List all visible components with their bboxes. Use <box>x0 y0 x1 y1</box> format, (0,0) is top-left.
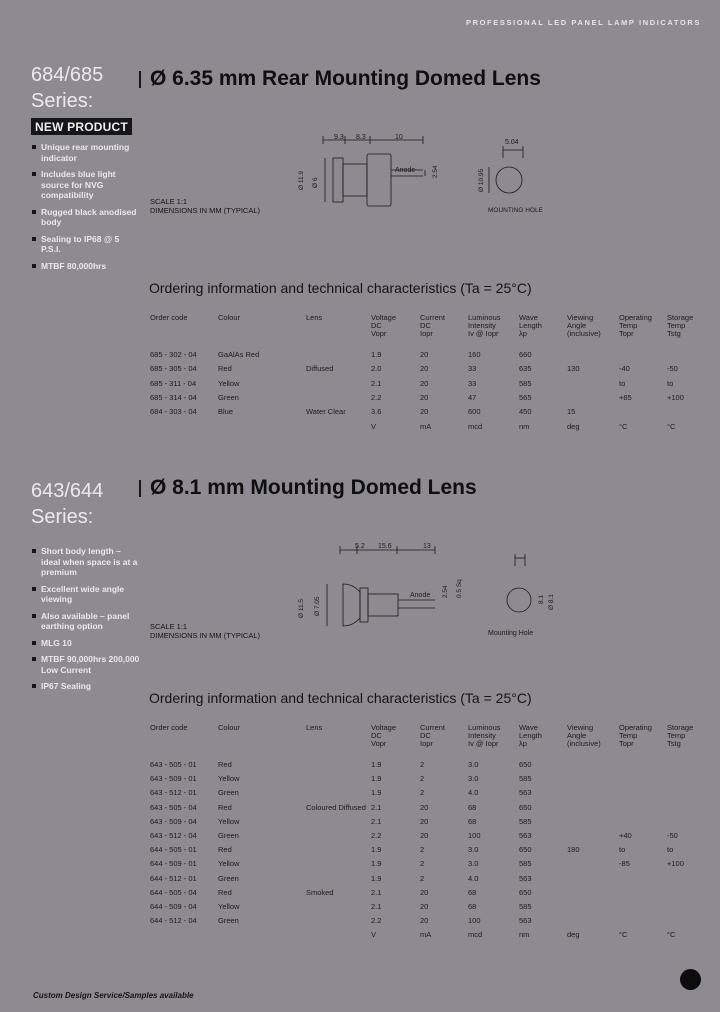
table-cell: 1.9 <box>371 774 382 784</box>
column-header-line: Topr <box>619 739 634 748</box>
feature-item: Rugged black anodised body <box>31 207 141 228</box>
table-cell: 685 - 302 - 04 <box>150 350 197 359</box>
table-cell: Yellow <box>218 816 240 826</box>
dim-label: Ø 7.05 <box>314 596 321 616</box>
dimensions-line: DIMENSIONS IN MM (TYPICAL) <box>150 206 261 215</box>
feature-item: Sealing to IP68 @ 5 P.S.I. <box>31 234 141 255</box>
table-cell: +100 <box>667 392 684 402</box>
table-cell: Red <box>218 887 232 897</box>
table-cell: 650 <box>519 760 532 769</box>
table-cell: -85 <box>619 859 630 869</box>
table-cell: 160 <box>468 350 481 359</box>
table-cell: 650 <box>519 887 532 897</box>
column-header-line: Operating <box>619 313 652 322</box>
table-cell: Red <box>218 845 232 855</box>
table-cell: Green <box>218 873 239 883</box>
dim-label: 8.3 <box>356 134 366 141</box>
table-cell: 3.0 <box>468 845 479 855</box>
table-cell: 15 <box>567 407 576 417</box>
table-cell: 660 <box>519 350 532 359</box>
column-header-line: Operating <box>619 723 652 732</box>
table-cell: -50 <box>667 364 678 374</box>
table-cell: 33 <box>468 364 477 374</box>
table-cell: 20 <box>420 802 429 812</box>
column-header <box>667 314 693 338</box>
table-cell: 684 - 303 - 04 <box>150 407 197 417</box>
table-cell: 20 <box>420 816 429 826</box>
table-cell: +85 <box>619 392 632 402</box>
dim-label: 2.54 <box>432 165 439 178</box>
section1-heading: Ø 6.35 mm Rear Mounting Domed Lens <box>150 67 541 90</box>
table-cell: 3.6 <box>371 407 382 417</box>
table-cell: 685 - 311 - 04 <box>150 378 197 388</box>
table-cell: to <box>667 378 674 388</box>
table-cell: 68 <box>468 902 477 911</box>
table-cell: Red <box>218 760 232 769</box>
table-cell: Yellow <box>218 774 240 784</box>
table-cell: 47 <box>468 392 477 402</box>
unit-cell: deg <box>567 930 580 940</box>
table-cell: 2.0 <box>371 364 382 374</box>
table-cell: 2.2 <box>371 392 382 402</box>
table-cell: 643 - 512 - 01 <box>150 788 197 798</box>
column-header-line: Temp <box>619 731 638 740</box>
column-header-line: Wave <box>519 313 538 322</box>
dimensions-line: DIMENSIONS IN MM (TYPICAL) <box>150 631 261 640</box>
unit-cell: nm <box>519 421 530 431</box>
table-cell: 450 <box>519 407 532 417</box>
table-cell: 565 <box>519 392 532 402</box>
column-header-line: Iopr <box>420 739 433 748</box>
column-header <box>420 724 445 748</box>
series-word: Series: <box>31 506 94 528</box>
column-header-line: Wave <box>519 723 538 732</box>
table-cell: 585 <box>519 902 532 911</box>
table-cell: 68 <box>468 802 477 812</box>
unit-cell: °C <box>619 930 628 940</box>
table-cell: 644 - 512 - 04 <box>150 916 197 926</box>
column-header-line: Voltage <box>371 723 397 732</box>
column-header <box>218 314 240 322</box>
column-header-line: Topr <box>619 329 634 338</box>
column-header-line: DC <box>420 321 431 330</box>
table-cell: 20 <box>420 350 429 359</box>
dim-label: Ø 11.9 <box>298 170 305 190</box>
table-cell: 1.9 <box>371 859 382 869</box>
column-header-line: Luminous <box>468 723 501 732</box>
table-cell: 2 <box>420 760 425 769</box>
dim-label: 15.6 <box>378 543 392 550</box>
column-header <box>306 724 322 732</box>
table-cell: 635 <box>519 364 532 374</box>
column-header-line: Current <box>420 313 446 322</box>
table-cell: 563 <box>519 873 532 883</box>
column-header-line: Order code <box>150 723 188 732</box>
feature-item: IP67 Sealing <box>31 681 141 692</box>
table-cell: 2 <box>420 859 425 869</box>
table-cell: 650 <box>519 845 532 855</box>
scale-line: SCALE 1:1 <box>150 622 188 631</box>
table-cell: Coloured Diffused <box>306 802 366 812</box>
series-label-684 <box>31 62 103 114</box>
table-cell: 4.0 <box>468 873 479 883</box>
mounting-hole-label: MOUNTING HOLE <box>488 207 543 214</box>
table-cell: Yellow <box>218 859 240 869</box>
column-header-line: Iv @ Iopr <box>468 739 499 748</box>
feature-item: Also available – panel earthing option <box>31 611 141 632</box>
column-header-line: λp <box>519 329 527 338</box>
column-header-line: Viewing <box>567 313 594 322</box>
table-cell: 643 - 505 - 01 <box>150 760 197 769</box>
table-cell: -50 <box>667 831 678 840</box>
dim-label: Ø 10.95 <box>478 168 485 192</box>
column-header <box>420 314 445 338</box>
table-cell: 1.9 <box>371 873 382 883</box>
table-cell: Green <box>218 788 239 798</box>
unit-cell: °C <box>667 421 676 431</box>
table-cell: 20 <box>420 364 429 374</box>
series-number: 643/644 <box>31 480 104 502</box>
table-cell: 180 <box>567 845 580 855</box>
column-header-line: (inclusive) <box>567 739 601 748</box>
table-cell: Green <box>218 916 239 926</box>
table-cell: Blue <box>218 407 234 417</box>
column-header-line: Tstg <box>667 329 681 338</box>
table-cell: 20 <box>420 887 429 897</box>
table-cell: 3.0 <box>468 859 479 869</box>
column-header-line: λp <box>519 739 527 748</box>
dim-label: 9.3 <box>334 134 344 141</box>
feature-item: MTBF 90,000hrs 200,000 Low Current <box>31 654 141 675</box>
table-cell: Red <box>218 802 232 812</box>
unit-cell: V <box>371 930 377 940</box>
table-cell: 68 <box>468 887 477 897</box>
column-header <box>567 314 601 338</box>
table-cell: to <box>619 845 626 855</box>
column-header-line: Intensity <box>468 321 496 330</box>
anode-label: Anode <box>410 592 431 599</box>
column-header-line: Viewing <box>567 723 594 732</box>
table-cell: 20 <box>420 902 429 911</box>
column-header-line: Intensity <box>468 731 496 740</box>
table-cell: +100 <box>667 859 684 869</box>
column-header-line: (inclusive) <box>567 329 601 338</box>
table-cell: 563 <box>519 916 532 926</box>
table-cell: Yellow <box>218 378 240 388</box>
table-cell: 585 <box>519 859 532 869</box>
feature-item: Excellent wide angle viewing <box>31 584 141 605</box>
section2-features <box>31 546 141 698</box>
mounting-hole-label: Mounting Hole <box>488 630 534 637</box>
table-cell: 644 - 509 - 01 <box>150 859 197 869</box>
table-cell: +40 <box>619 831 632 840</box>
table-cell: 20 <box>420 916 429 926</box>
table-cell: 643 - 505 - 04 <box>150 802 197 812</box>
section2-scale-note <box>150 622 260 640</box>
heading-divider <box>139 71 141 88</box>
column-header-line: Tstg <box>667 739 681 748</box>
table-cell: 3.0 <box>468 774 479 784</box>
page-header-label: PROFESSIONAL LED PANEL LAMP INDICATORS <box>466 18 701 27</box>
unit-cell: mcd <box>468 421 483 431</box>
unit-cell: mA <box>420 930 432 940</box>
table-cell: Green <box>218 392 239 402</box>
column-header-line: Iopr <box>420 329 433 338</box>
heading-divider <box>139 480 141 497</box>
table-cell: 585 <box>519 816 532 826</box>
table-cell: 20 <box>420 831 429 840</box>
dim-label: 2.54 <box>442 585 449 598</box>
table-cell: 650 <box>519 802 532 812</box>
series-number: 684/685 <box>31 64 104 86</box>
unit-cell: V <box>371 421 377 431</box>
column-header-line: Angle <box>567 731 587 740</box>
column-header-line: Current <box>420 723 446 732</box>
table-cell: 2.2 <box>371 916 382 926</box>
unit-cell: nm <box>519 930 530 940</box>
section2-heading: Ø 8.1 mm Mounting Domed Lens <box>150 476 477 499</box>
footer-note: Custom Design Service/Samples available <box>33 991 194 1000</box>
column-header-line: Iv @ Iopr <box>468 329 499 338</box>
column-header-line: Colour <box>218 723 241 732</box>
new-product-badge: NEW PRODUCT <box>31 118 132 135</box>
table-cell: -40 <box>619 364 630 374</box>
column-header-line: Vopr <box>371 329 387 338</box>
dim-label: 5.2 <box>355 543 365 550</box>
table-cell: 585 <box>519 378 532 388</box>
table-cell: Yellow <box>218 902 240 911</box>
table-cell: 2.2 <box>371 831 382 840</box>
column-header <box>519 724 542 748</box>
unit-cell: °C <box>667 930 676 940</box>
dim-label: 13 <box>423 543 431 550</box>
table-cell: 563 <box>519 831 532 840</box>
table-cell: Diffused <box>306 364 334 374</box>
section2-dimension-drawing <box>285 536 555 642</box>
column-header-line: Length <box>519 731 542 740</box>
table-cell: 100 <box>468 831 481 840</box>
anode-label: Anode <box>395 167 416 174</box>
table-cell: 68 <box>468 816 477 826</box>
dim-label: 8.1 <box>538 594 545 604</box>
page-marker-dot <box>680 969 701 990</box>
table-cell: 644 - 512 - 01 <box>150 873 197 883</box>
column-header <box>371 724 396 748</box>
column-header-line: Order code <box>150 313 188 322</box>
column-header <box>371 314 396 338</box>
column-header <box>468 724 501 748</box>
table-cell: 2.1 <box>371 902 382 911</box>
table-cell: 2 <box>420 845 425 855</box>
column-header <box>619 724 652 748</box>
scale-line: SCALE 1:1 <box>150 197 188 206</box>
dim-label: Ø 6 <box>312 177 319 188</box>
series-word: Series: <box>31 90 94 112</box>
unit-cell: mA <box>420 421 432 431</box>
table-cell: 33 <box>468 378 477 388</box>
table-cell: 1.9 <box>371 845 382 855</box>
column-header <box>619 314 652 338</box>
feature-item: MTBF 80,000hrs <box>31 261 141 272</box>
table-cell: 1.9 <box>371 350 382 359</box>
feature-item: Unique rear mounting indicator <box>31 142 141 163</box>
column-header <box>306 314 322 322</box>
table-cell: 20 <box>420 407 429 417</box>
table-cell: 2.1 <box>371 887 382 897</box>
column-header-line: Voltage <box>371 313 397 322</box>
feature-item: Short body length – ideal when space is at a premium <box>31 546 141 578</box>
column-header-line: DC <box>371 321 382 330</box>
table-cell: 644 - 505 - 01 <box>150 845 197 855</box>
table-cell: 2 <box>420 774 425 784</box>
table-cell: 2.1 <box>371 378 382 388</box>
unit-cell: °C <box>619 421 628 431</box>
column-header-line: Length <box>519 321 542 330</box>
table-cell: 3.0 <box>468 760 479 769</box>
table-cell: 2 <box>420 788 425 798</box>
column-header-line: DC <box>371 731 382 740</box>
table-cell: Red <box>218 364 232 374</box>
section1-ordering-title: Ordering information and technical characteristics (Ta = 25°C) <box>149 280 532 296</box>
section1-dimension-drawing <box>285 128 555 220</box>
feature-item: Includes blue light source for NVG compatibility <box>31 169 141 201</box>
dim-label: 5.04 <box>505 139 519 146</box>
table-cell: 643 - 509 - 01 <box>150 774 197 784</box>
column-header-line: Colour <box>218 313 241 322</box>
table-cell: 643 - 509 - 04 <box>150 816 197 826</box>
table-cell: 130 <box>567 364 580 374</box>
table-cell: GaAlAs Red <box>218 350 260 359</box>
table-cell: 643 - 512 - 04 <box>150 831 197 840</box>
section1-features <box>31 142 141 277</box>
table-cell: 1.9 <box>371 788 382 798</box>
column-header <box>519 314 542 338</box>
column-header <box>667 724 693 748</box>
column-header-line: DC <box>420 731 431 740</box>
dim-label: Ø 8.1 <box>548 594 555 610</box>
table-cell: 685 - 314 - 04 <box>150 392 197 402</box>
column-header-line: Storage <box>667 313 694 322</box>
table-cell: 20 <box>420 378 429 388</box>
table-cell: 2.1 <box>371 802 382 812</box>
table-cell: Green <box>218 831 239 840</box>
table-cell: to <box>619 378 626 388</box>
table-cell: 563 <box>519 788 532 798</box>
table-cell: Water Clear <box>306 407 346 417</box>
dim-label: 0.5 Sq <box>456 579 463 598</box>
column-header <box>218 724 240 732</box>
table-cell: 100 <box>468 916 481 926</box>
dim-label: 10 <box>395 134 403 141</box>
table-cell: to <box>667 845 674 855</box>
column-header-line: Lens <box>306 723 323 732</box>
feature-item: MLG 10 <box>31 638 141 649</box>
table-cell: 4.0 <box>468 788 479 798</box>
column-header-line: Vopr <box>371 739 387 748</box>
table-cell: 1.9 <box>371 760 382 769</box>
unit-cell: deg <box>567 421 580 431</box>
table-cell: 600 <box>468 407 481 417</box>
column-header <box>468 314 501 338</box>
column-header-line: Luminous <box>468 313 501 322</box>
column-header <box>567 724 601 748</box>
table-cell: 585 <box>519 774 532 784</box>
column-header <box>150 314 188 322</box>
table-cell: Smoked <box>306 887 334 897</box>
column-header-line: Angle <box>567 321 587 330</box>
section1-scale-note <box>150 197 260 215</box>
unit-cell: mcd <box>468 930 483 940</box>
table-cell: 685 - 305 - 04 <box>150 364 197 374</box>
column-header-line: Lens <box>306 313 323 322</box>
column-header-line: Temp <box>619 321 638 330</box>
series-label-643 <box>31 478 103 530</box>
table-cell: 20 <box>420 392 429 402</box>
column-header-line: Temp <box>667 731 686 740</box>
table-cell: 2 <box>420 873 425 883</box>
column-header-line: Storage <box>667 723 694 732</box>
column-header-line: Temp <box>667 321 686 330</box>
section2-ordering-title: Ordering information and technical characteristics (Ta = 25°C) <box>149 690 532 706</box>
table-cell: 2.1 <box>371 816 382 826</box>
table-cell: 644 - 505 - 04 <box>150 887 197 897</box>
dim-label: Ø 11.5 <box>298 598 305 618</box>
table-cell: 644 - 509 - 04 <box>150 902 197 911</box>
column-header <box>150 724 188 732</box>
